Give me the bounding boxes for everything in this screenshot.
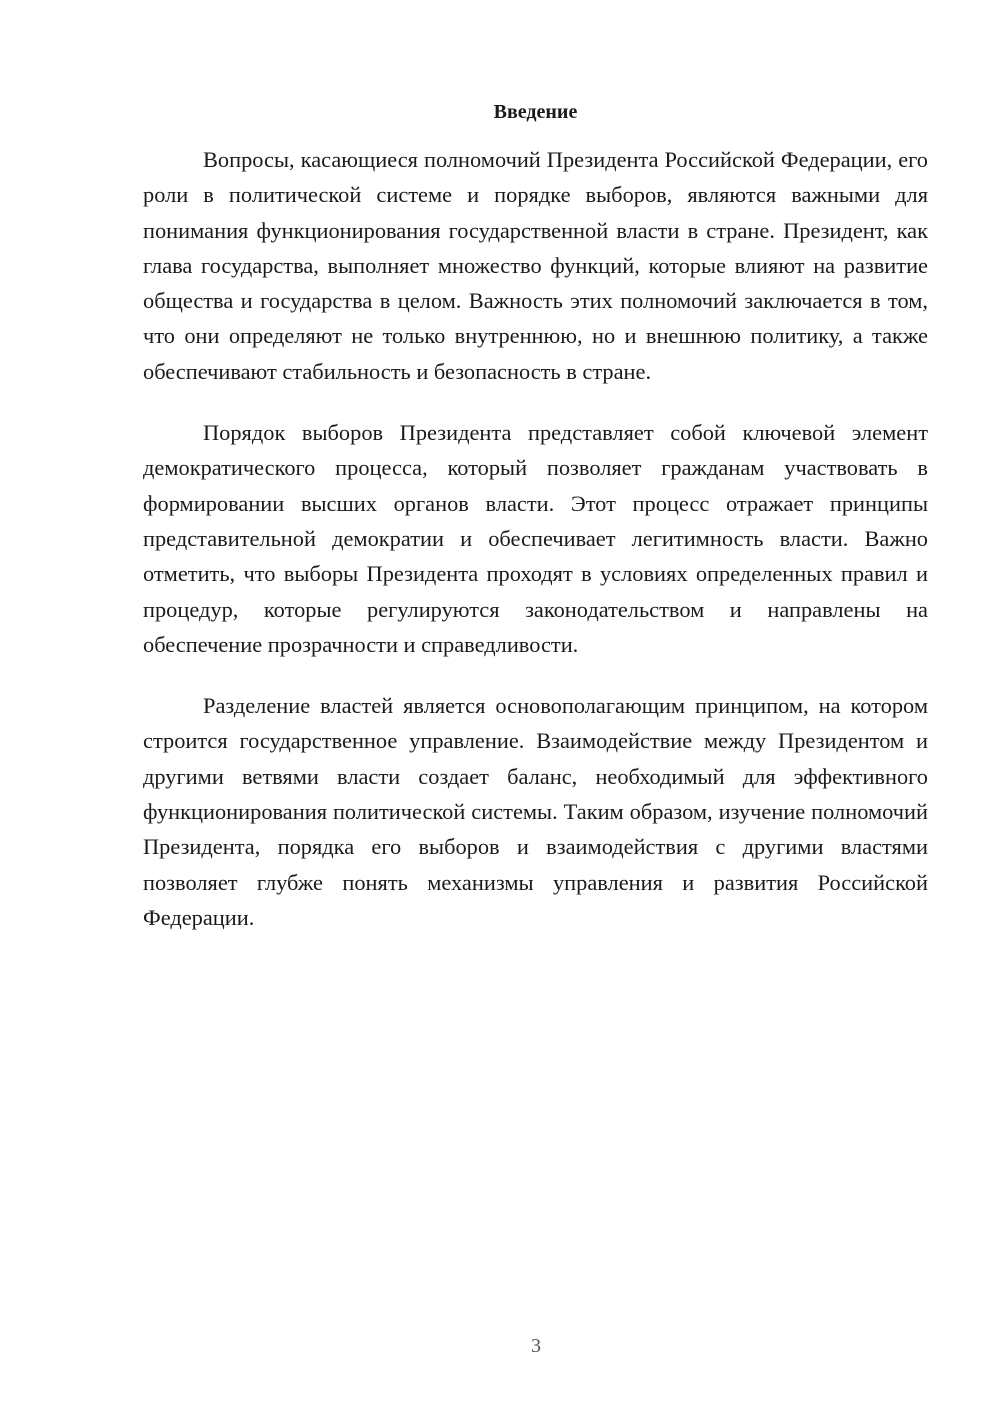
paragraph-2: Порядок выборов Президента представляет собой ключевой элемент демократического процесса, который позволяет гражданам участвовать в формировании высших органов власти. Этот процесс отражает принципы представительной демократии и обеспечивает легитимность власти. Важно отметить, что выборы Президента проходят в условиях определенных правил и процедур, которые регулируются законодательством и направлены на обеспечение прозрачности и справедливости. — [143, 420, 928, 657]
body-text — [143, 142, 928, 961]
section-title: Введение — [493, 101, 578, 123]
paragraph-1: Вопросы, касающиеся полномочий Президента Российской Федерации, его роли в политической системе и порядке выборов, являются важными для понимания функционирования государственной власти в стране. Президент, как глава государства, выполняет множество функций, которые влияют на развитие общества и государства в целом. Важность этих полномочий заключается в том, что они определяют не только внутреннюю, но и внешнюю политику, а также обеспечивают стабильность и безопасность в стране. — [143, 147, 928, 384]
page-number: 3 — [531, 1335, 541, 1357]
paragraph-3: Разделение властей является основополагающим принципом, на котором строится государственное управление. Взаимодействие между Президентом и другими ветвями власти создает баланс, необходимый для эффективного функционирования политической системы. Таким образом, изучение полномочий Президента, порядка его выборов и взаимодействия с другими властями позволяет глубже понять механизмы управления и развития Российской Федерации. — [143, 693, 928, 930]
